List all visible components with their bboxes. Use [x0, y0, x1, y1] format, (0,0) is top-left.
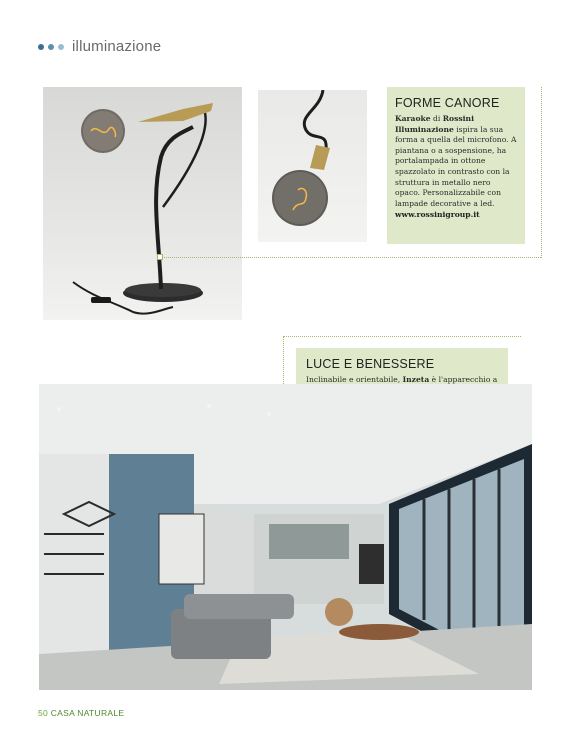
- brand-name: Rossini Illuminazione: [395, 114, 474, 134]
- product-name: Inzeta: [402, 375, 430, 384]
- description-text: Inclinabile e orientabile,: [306, 375, 403, 384]
- callout-line: [283, 336, 284, 390]
- callout-line: [541, 87, 542, 258]
- living-room-photo: [39, 384, 532, 690]
- description-text: ispira la sua forma a quella del microfono. A piantana o a sospensione, ha portalampada in ottone spazzolato in contrasto con la struttura in metallo nero opaco. Personalizzabile con lampade decorative a led.: [395, 124, 517, 208]
- callout-marker-icon: [157, 254, 163, 260]
- pendant-lamp-photo: [258, 90, 367, 242]
- bullet-dot-icon: [58, 44, 64, 50]
- description-text: è l'apparecchio a: [431, 375, 498, 384]
- floor-lamp-photo: [43, 87, 242, 320]
- product-title: FORME CANORE: [395, 96, 500, 110]
- product-name: Karaoke: [395, 114, 431, 123]
- product-link[interactable]: www.rossinigroup.it: [395, 210, 480, 220]
- section-title: illuminazione: [72, 38, 162, 55]
- page-number: 50: [38, 708, 49, 718]
- callout-line: [160, 257, 541, 258]
- product-description: [395, 114, 517, 209]
- callout-line: [283, 336, 521, 337]
- product-title: LUCE E BENESSERE: [306, 357, 435, 371]
- description-connector: di: [430, 114, 443, 123]
- magazine-name: CASA NATURALE: [50, 708, 125, 718]
- product-box-karaoke: [387, 87, 525, 244]
- section-header: [38, 38, 161, 55]
- page-footer: [38, 708, 124, 718]
- bullet-dot-icon: [48, 44, 54, 50]
- bullet-dot-icon: [38, 44, 44, 50]
